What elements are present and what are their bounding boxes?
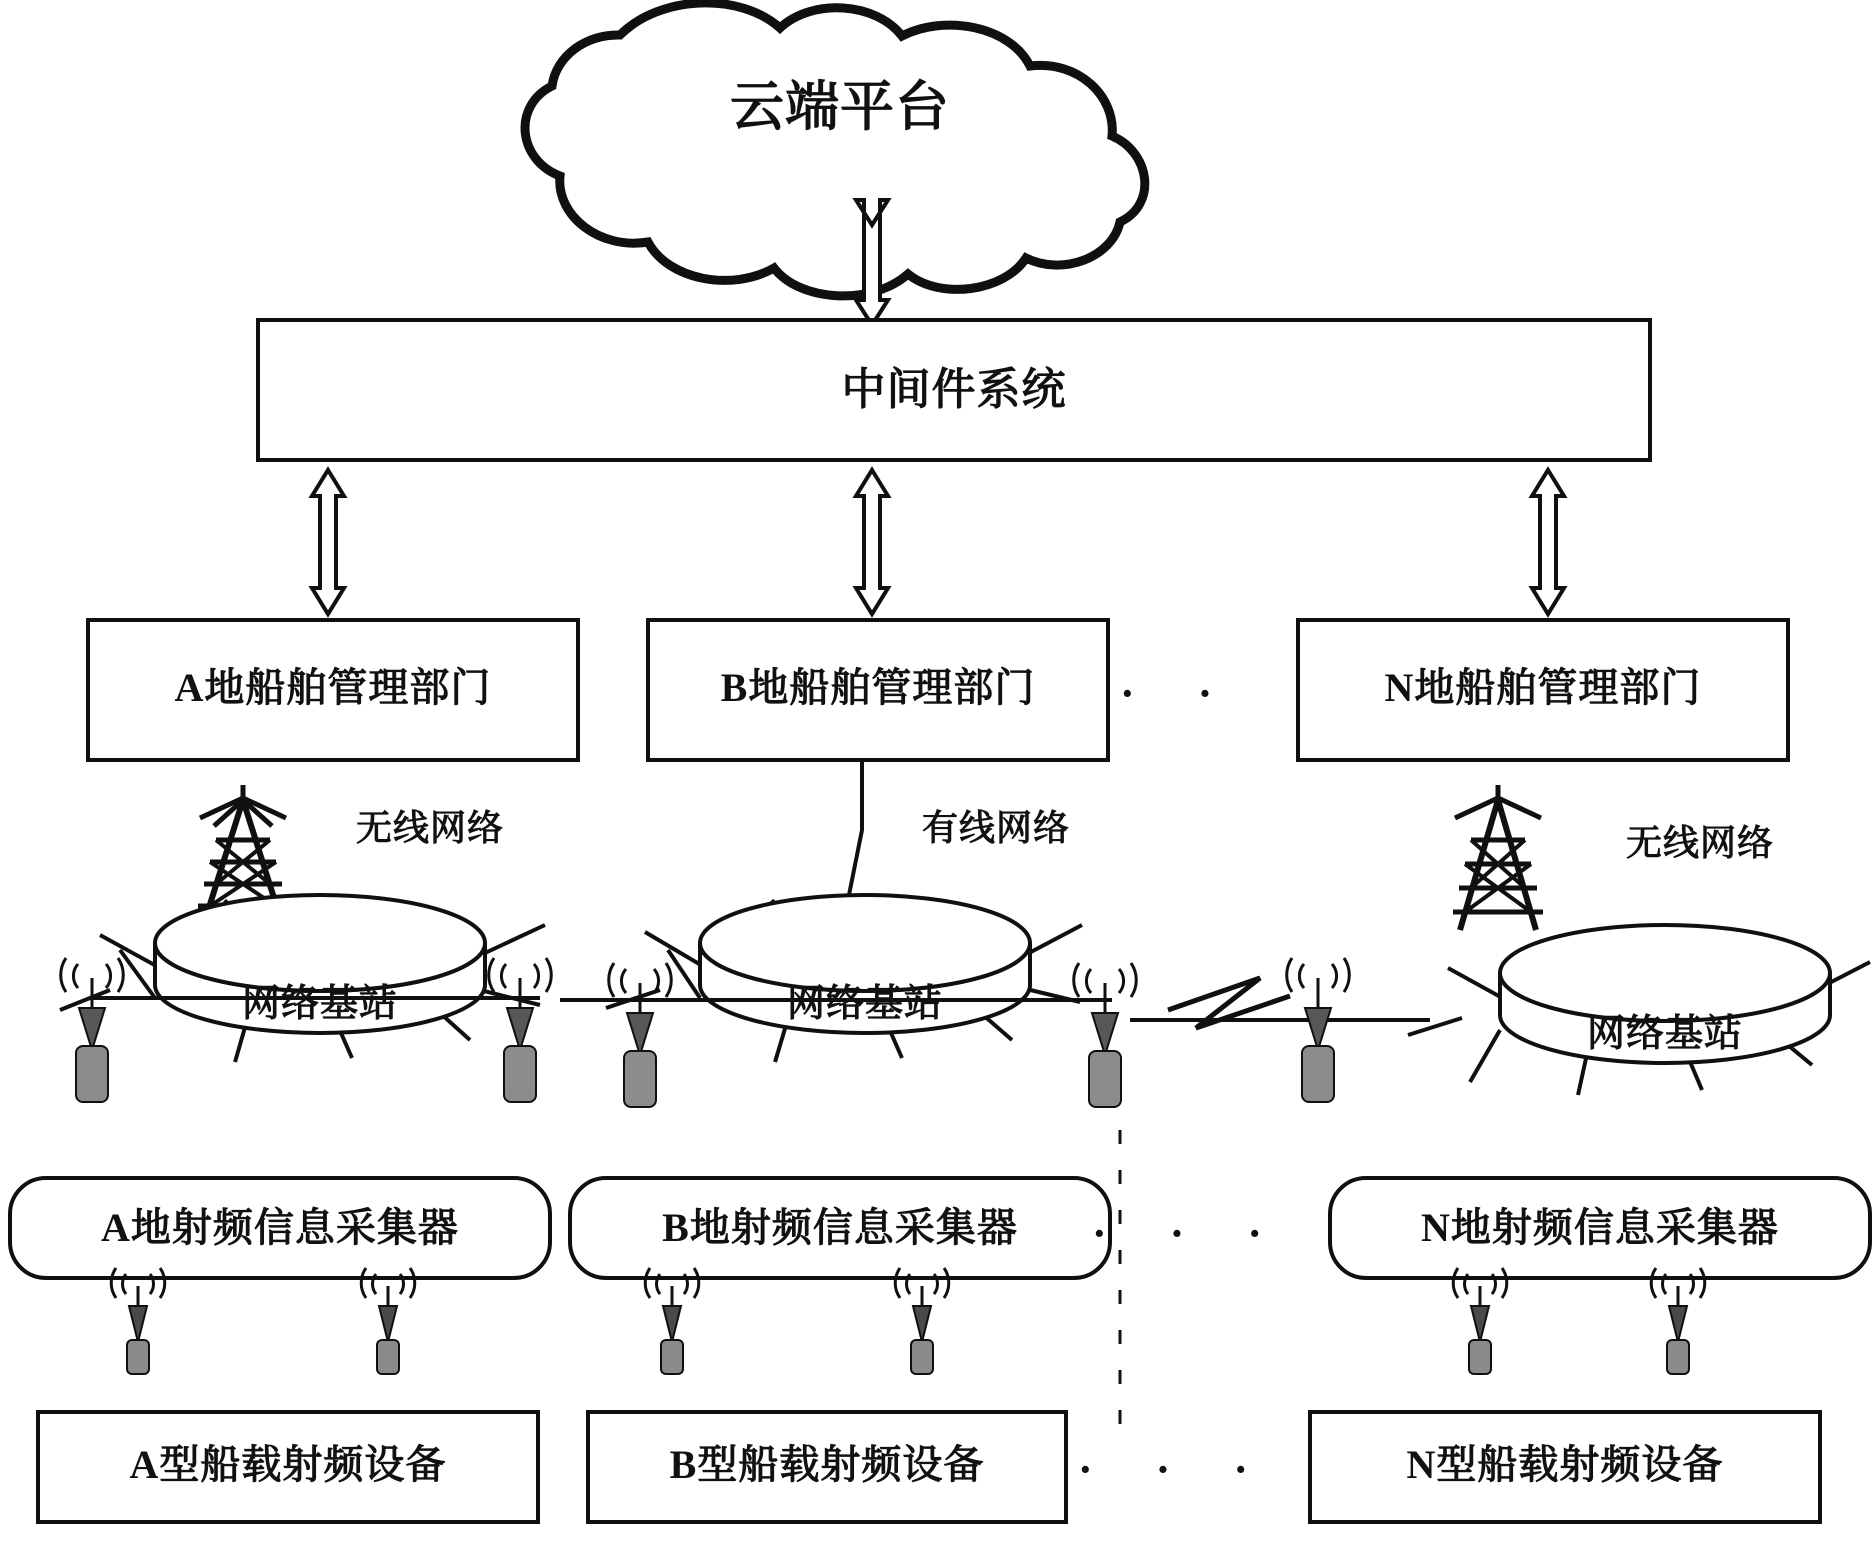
antenna-bs-b-right <box>1074 963 1137 1107</box>
wireless-tower-n <box>1453 785 1543 930</box>
cloud-platform-label: 云端平台 <box>730 77 950 137</box>
base-station-shape-n <box>1408 925 1870 1095</box>
department-label-a: A地船舶管理部门 <box>174 665 492 710</box>
antenna-col-b-left <box>645 1268 699 1374</box>
device-label-a: A型船载射频设备 <box>129 1442 447 1487</box>
network-label-wireless-n: 无线网络 <box>1625 823 1774 863</box>
department-label-b: B地船舶管理部门 <box>720 665 1036 710</box>
collector-label-b: B地射频信息采集器 <box>662 1205 1018 1250</box>
base-station-shape-a <box>60 895 545 1062</box>
department-label-n: N地船舶管理部门 <box>1384 665 1702 710</box>
device-label-b: B型船载射频设备 <box>669 1442 985 1487</box>
base-station-label-n: 网络基站 <box>1586 1013 1743 1055</box>
arrow-middleware-to-dept-n <box>1532 470 1564 614</box>
collector-label-n: N地射频信息采集器 <box>1421 1205 1779 1250</box>
antenna-col-a-right <box>361 1268 415 1374</box>
base-station-shape-b <box>606 895 1082 1062</box>
antenna-bs-a-right <box>489 958 552 1102</box>
antenna-col-n-right <box>1651 1268 1705 1374</box>
arrow-middleware-to-dept-a <box>312 470 344 614</box>
device-ellipsis: · · · <box>1078 1445 1275 1494</box>
cloud-platform-shape <box>525 3 1145 296</box>
antenna-bs-a-left <box>61 958 124 1102</box>
antenna-col-b-right <box>895 1268 949 1374</box>
department-ellipsis: · · <box>1120 669 1239 718</box>
antenna-bs-n-left <box>1287 958 1350 1102</box>
network-label-wired-b: 有线网络 <box>921 808 1070 848</box>
base-station-label-a: 网络基站 <box>241 983 398 1025</box>
device-label-n: N型船载射频设备 <box>1406 1442 1724 1487</box>
network-label-wireless-a: 无线网络 <box>355 808 504 848</box>
base-station-label-b: 网络基站 <box>786 983 943 1025</box>
antenna-col-n-left <box>1453 1268 1507 1374</box>
collector-ellipsis: · · · <box>1092 1209 1289 1258</box>
antenna-col-a-left <box>111 1268 165 1374</box>
antenna-bs-b-left <box>609 963 672 1107</box>
arrow-middleware-to-dept-b <box>856 470 888 614</box>
collector-label-a: A地射频信息采集器 <box>101 1205 459 1250</box>
middleware-label: 中间件系统 <box>841 365 1067 414</box>
